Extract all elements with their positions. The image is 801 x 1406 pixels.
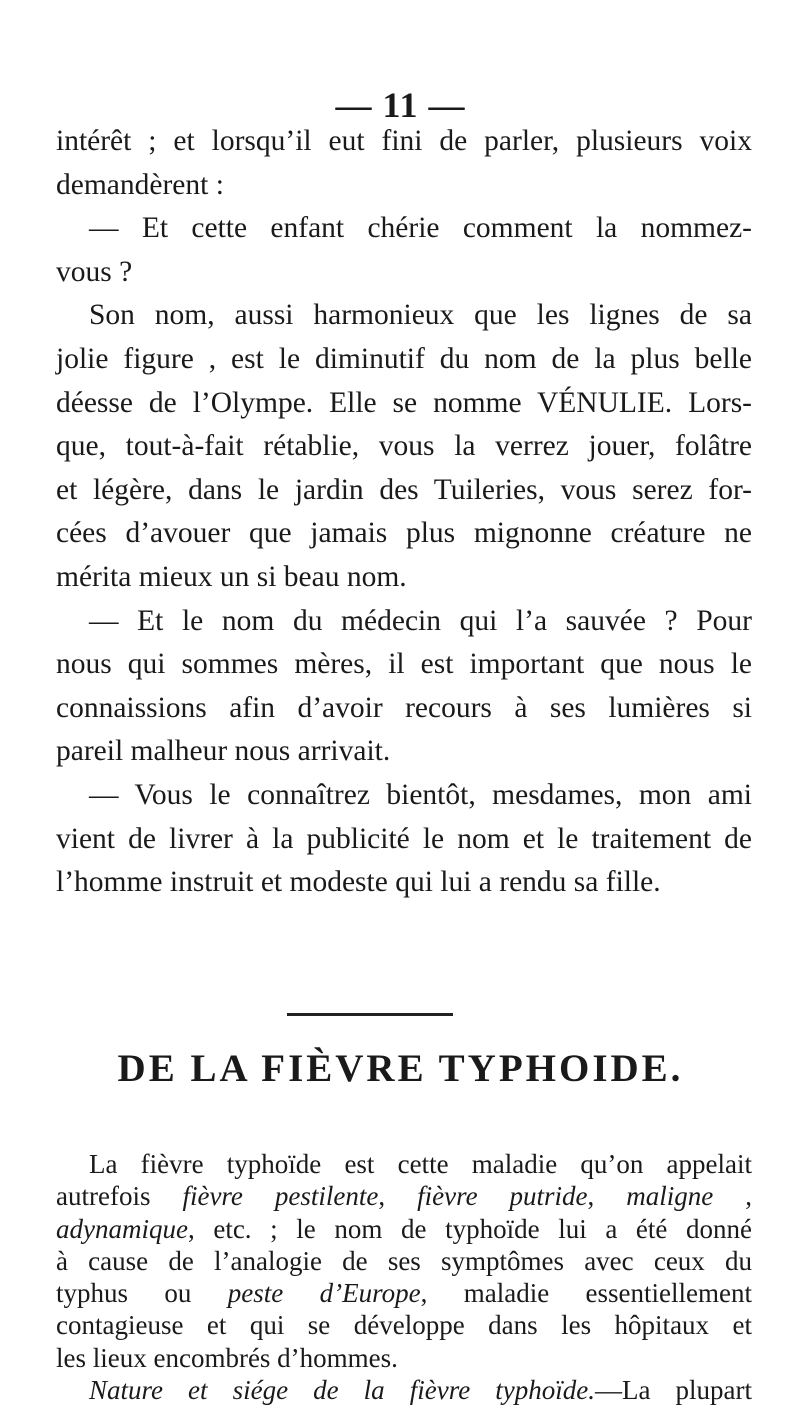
section-divider [287,1013,453,1016]
text-line: les lieux encombrés d’hommes. [56,1342,398,1373]
text-line: — Et le nom du médecin qui l’a sauvée ? Pour [89,604,752,637]
text-line: vous ? [56,255,133,288]
text-line: et légère, dans le jardin des Tuileries, vous serez for- [56,473,752,506]
text-line: déesse de l’Olympe. Elle se nomme VÉNULIE. Lors- [56,386,752,419]
text-line: jolie figure , est le diminutif du nom de la plus belle [56,342,752,375]
text-line: pareil malheur nous arrivait. [56,735,391,768]
section-title: DE LA FIÈVRE TYPHOIDE. [117,1047,684,1090]
text-line: vient de livrer à la publicité le nom et le traitement de [56,822,752,855]
text-line: — Et cette enfant chérie comment la nommez- [89,212,752,245]
text-line: que, tout-à-fait rétablie, vous la verrez jouer, folâtre [56,430,752,463]
text-line: contagieuse et qui se développe dans les hôpitaux et [56,1310,752,1341]
text-line: — Vous le connaîtrez bientôt, mesdames, mon ami [89,778,752,811]
text-line: intérêt ; et lorsqu’il eut fini de parler, plusieurs voix [56,125,752,157]
text-line: typhus ou peste d’Europe, maladie essentiellement [56,1278,752,1309]
text-line: La fièvre typhoïde est cette maladie qu’on appelait [89,1149,752,1179]
text-line: mérita mieux un si beau nom. [56,560,407,593]
text-line: adynamique, etc. ; le nom de typhoïde lui a été donné [56,1213,752,1244]
text-line: autrefois fièvre pestilente, fièvre putride, maligne , [56,1181,752,1212]
text-line: nous qui sommes mères, il est important que nous le [56,648,752,681]
text-line: à cause de l’analogie de ses symptômes avec ceux du [56,1245,752,1276]
page-number: — 11 — [335,85,466,125]
text-line: demandèrent : [56,168,224,201]
text-line: l’homme instruit et modeste qui lui a rendu sa fille. [56,866,661,899]
text-line: Son nom, aussi harmonieux que les lignes de sa [89,299,752,332]
text-line: cées d’avouer que jamais plus mignonne créature ne [56,517,752,550]
text-line: Nature et siége de la fièvre typhoïde.—La plupart [89,1375,752,1406]
dialogue-text [56,120,752,905]
text-line: connaissions afin d’avoir recours à ses lumières si [56,691,752,724]
section-text [56,1148,752,1406]
